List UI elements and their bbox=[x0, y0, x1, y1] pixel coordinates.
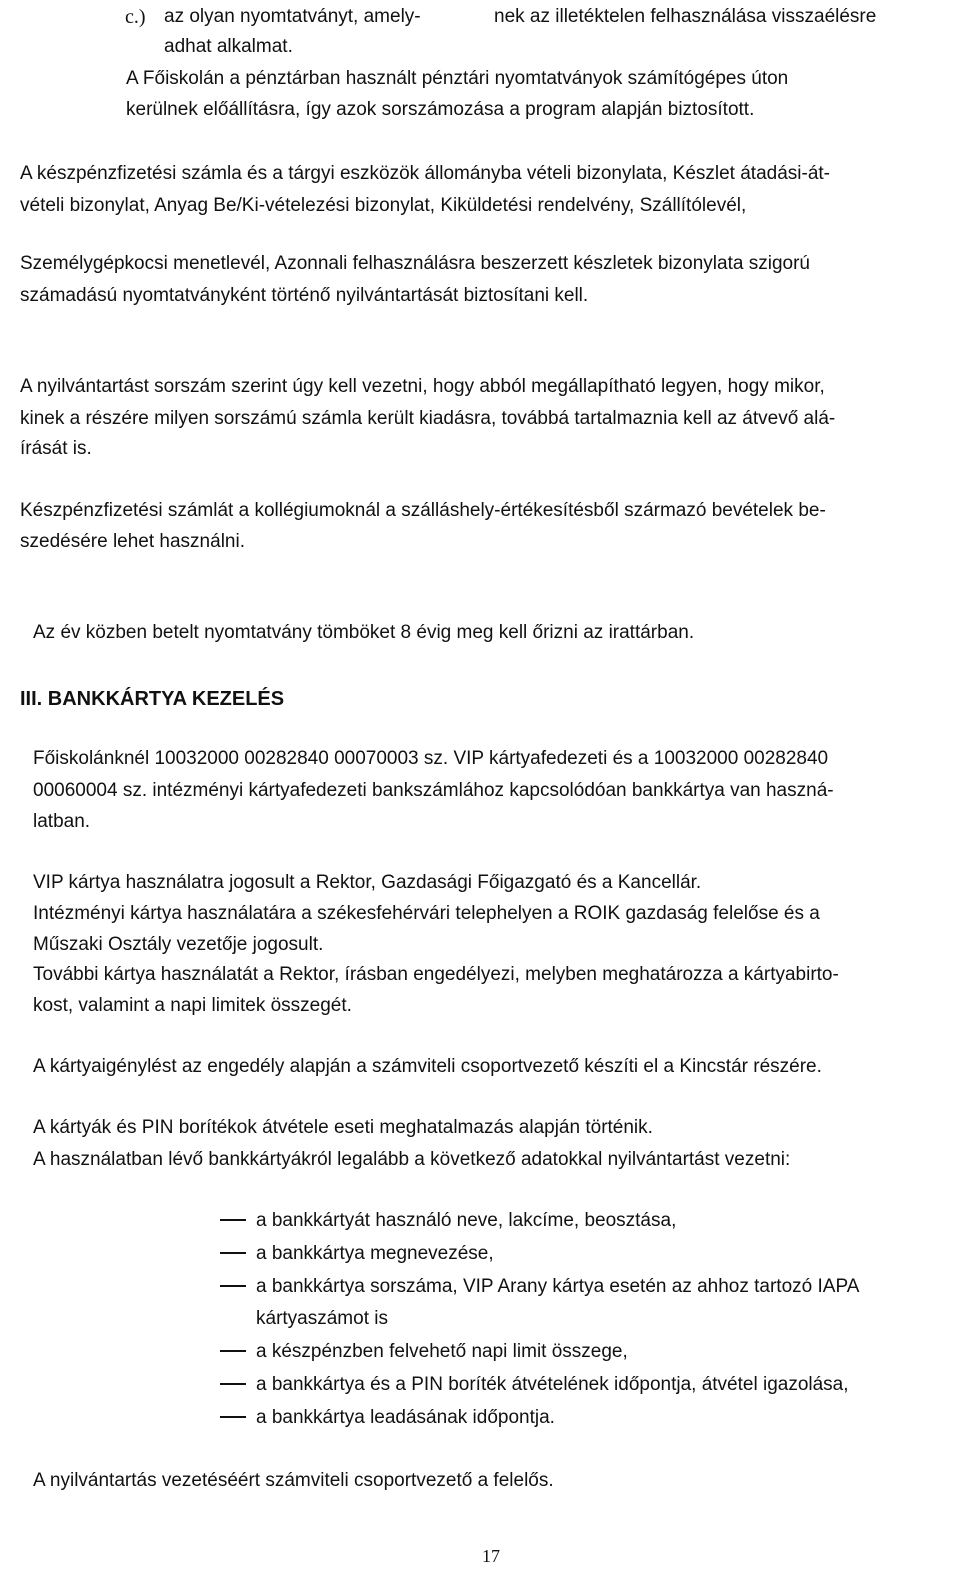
paragraph-foiskola-line2: kerülnek előállításra, így azok sorszámozása a program alapján biztosított. bbox=[126, 99, 755, 120]
paragraph-nyilvantartas-line2: kinek a részére milyen sorszámú számla került kiadásra, továbbá tartalmaznia kell az átvevő alá- bbox=[20, 408, 836, 429]
paragraph-kollegium-line2: szedésére lehet használni. bbox=[20, 531, 245, 552]
page-number: 17 bbox=[482, 1546, 500, 1566]
list-item: a bankkártya és a PIN boríték átvételének időpontja, átvétel igazolása, bbox=[256, 1374, 849, 1395]
paragraph-keszpenz-line1: A készpénzfizetési számla és a tárgyi eszközök állományba vételi bizonylata, Készlet átadási-át- bbox=[20, 163, 831, 184]
paragraph-tovabbi-line2: kost, valamint a napi limitek összegét. bbox=[33, 995, 352, 1016]
item-c-marker: c.) bbox=[125, 6, 146, 28]
paragraph-foiskola-line1: A Főiskolán a pénztárban használt pénztári nyomtatványok számítógépes úton bbox=[126, 68, 789, 89]
section-number: III. bbox=[20, 688, 43, 710]
paragraph-tombok: Az év közben betelt nyomtatvány tömböket 8 évig meg kell őrizni az irattárban. bbox=[33, 622, 695, 643]
paragraph-nyilvantartas-line1: A nyilvántartást sorszám szerint úgy kell vezetni, hogy abból megállapítható legyen, hogy mikor, bbox=[20, 376, 825, 397]
list-dash-icon bbox=[220, 1252, 246, 1254]
paragraph-intezmenyi-line2: Műszaki Osztály vezetője jogosult. bbox=[33, 934, 324, 955]
paragraph-felelos: A nyilvántartás vezetéséért számviteli csoportvezető a felelős. bbox=[33, 1470, 554, 1491]
paragraph-keszpenz-line3: Személygépkocsi menetlevél, Azonnali felhasználásra beszerzett készletek bizonylata szigorú bbox=[20, 253, 810, 274]
list-item: a készpénzben felvehető napi limit összege, bbox=[256, 1341, 628, 1362]
item-c-line2: adhat alkalmat. bbox=[164, 36, 293, 57]
item-c-line1-left: az olyan nyomtatványt, amely- bbox=[164, 6, 421, 27]
list-item: a bankkártya leadásának időpontja. bbox=[256, 1407, 555, 1428]
paragraph-kartya-line2: 00060004 sz. intézményi kártyafedezeti bankszámlához kapcsolódóan bankkártya van haszná- bbox=[33, 780, 834, 801]
paragraph-nyilvantartas-line3: írását is. bbox=[20, 438, 92, 459]
list-item-continuation: kártyaszámot is bbox=[256, 1308, 388, 1329]
paragraph-igenyles: A kártyaigénylést az engedély alapján a számviteli csoportvezető készíti el a Kincstár részére. bbox=[33, 1056, 822, 1077]
paragraph-keszpenz-line4: számadású nyomtatványként történő nyilvántartását biztosítani kell. bbox=[20, 285, 589, 306]
paragraph-atvetel: A kártyák és PIN borítékok átvétele eseti meghatalmazás alapján történik. bbox=[33, 1117, 653, 1138]
paragraph-kartya-line1: Főiskolánknél 10032000 00282840 00070003 sz. VIP kártyafedezeti és a 10032000 00282840 bbox=[33, 748, 829, 769]
paragraph-kollegium-line1: Készpénzfizetési számlát a kollégiumoknál a szálláshely-értékesítésből származó bevételek be- bbox=[20, 500, 826, 521]
list-dash-icon bbox=[220, 1350, 246, 1352]
paragraph-kartya-line3: latban. bbox=[33, 811, 91, 832]
item-c-line1-right: nek az illetéktelen felhasználása visszaélésre bbox=[494, 6, 877, 27]
section-title: BANKKÁRTYA KEZELÉS bbox=[47, 688, 285, 710]
list-item: a bankkártyát használó neve, lakcíme, beosztása, bbox=[256, 1210, 677, 1231]
list-dash-icon bbox=[220, 1285, 246, 1287]
list-item: a bankkártya sorszáma, VIP Arany kártya esetén az ahhoz tartozó IAPA bbox=[256, 1276, 860, 1297]
paragraph-vip: VIP kártya használatra jogosult a Rektor, Gazdasági Főigazgató és a Kancellár. bbox=[33, 872, 702, 893]
list-dash-icon bbox=[220, 1219, 246, 1221]
list-dash-icon bbox=[220, 1383, 246, 1385]
list-item: a bankkártya megnevezése, bbox=[256, 1243, 494, 1264]
paragraph-keszpenz-line2: vételi bizonylat, Anyag Be/Ki-vételezési bizonylat, Kiküldetési rendelvény, Szállítólevél, bbox=[20, 195, 747, 216]
list-dash-icon bbox=[220, 1416, 246, 1418]
paragraph-intezmenyi-line1: Intézményi kártya használatára a székesfehérvári telephelyen a ROIK gazdaság felelőse és a bbox=[33, 903, 820, 924]
paragraph-adatok: A használatban lévő bankkártyákról legalább a következő adatokkal nyilvántartást vezetni: bbox=[33, 1149, 791, 1170]
paragraph-tovabbi-line1: További kártya használatát a Rektor, írásban engedélyezi, melyben meghatározza a kártyabirto- bbox=[33, 964, 839, 985]
section-heading bbox=[20, 686, 284, 712]
